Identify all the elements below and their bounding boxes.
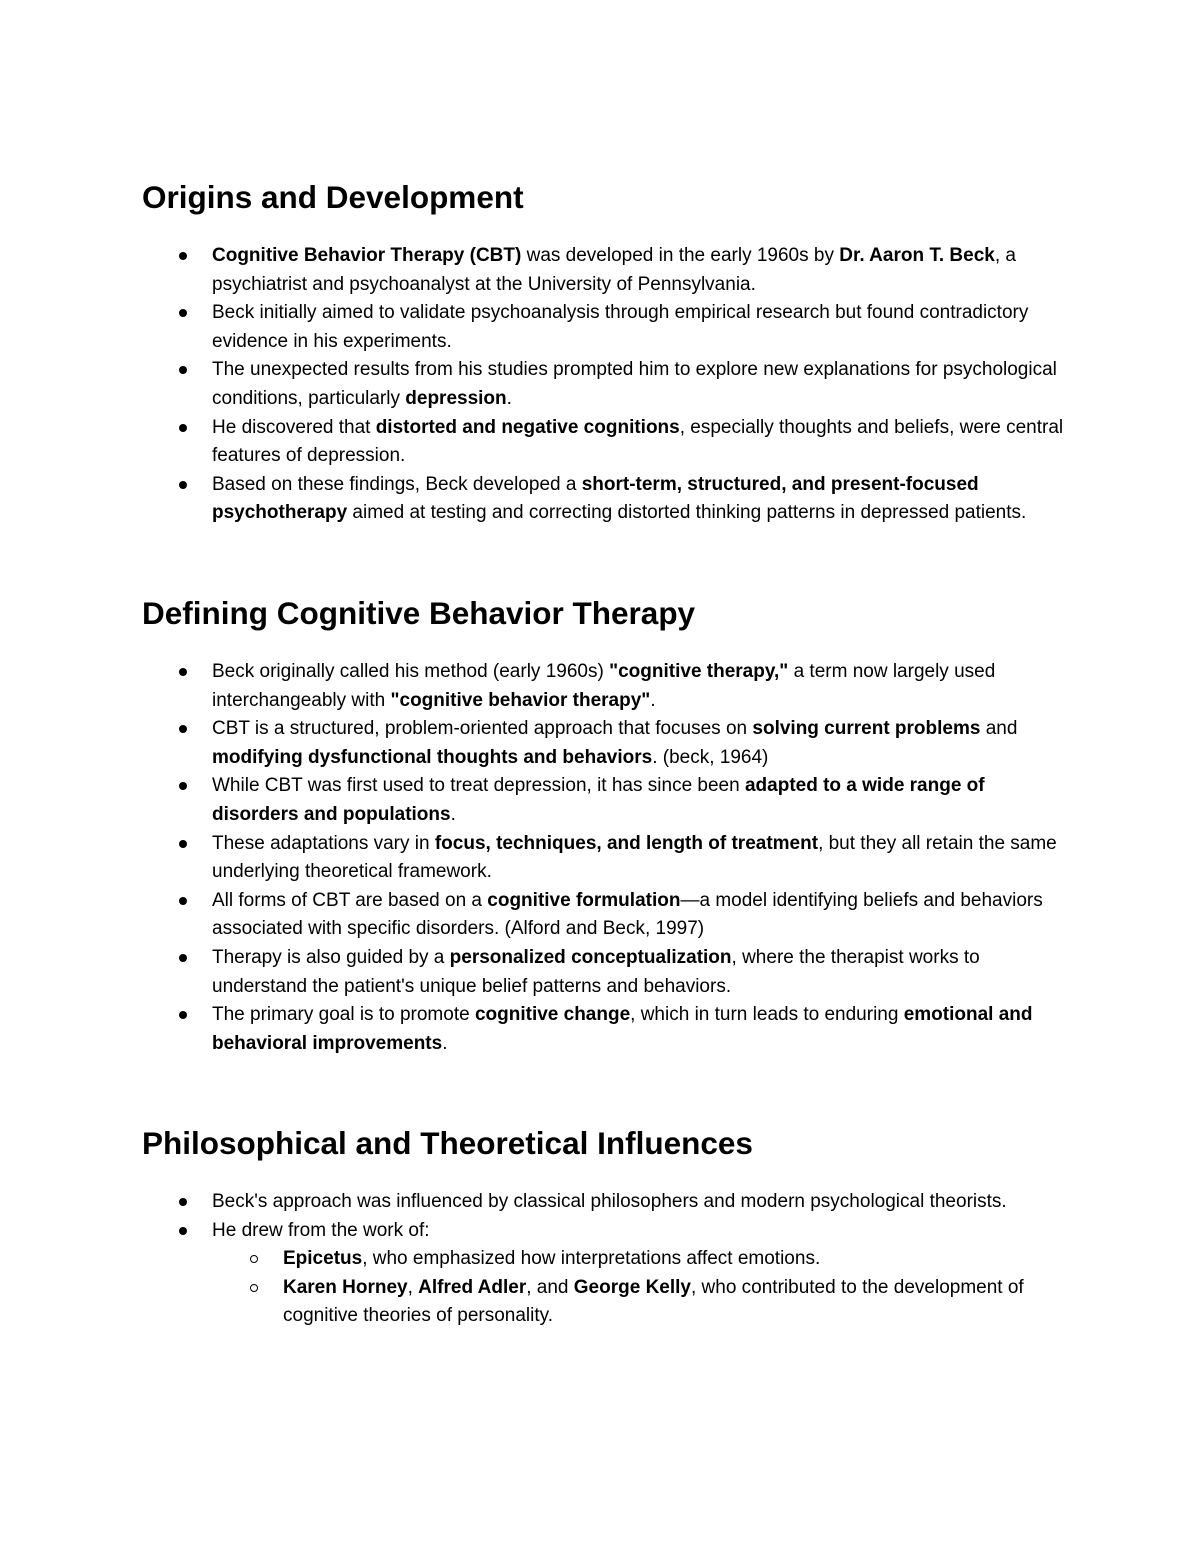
body-text: , where the therapist works to understand the patient's unique belief patterns and behaviors. [212, 946, 980, 997]
body-text: CBT is a structured, problem-oriented approach that focuses on [212, 718, 753, 740]
body-text: , a psychiatrist and psychoanalyst at the University of Pennsylvania. [212, 245, 1016, 295]
body-text: , and [526, 1276, 574, 1298]
list-item [142, 1217, 1072, 1246]
list-item [142, 1001, 1072, 1058]
bullet-dot-icon [179, 1227, 187, 1235]
body-text: was developed in the early 1960s by [521, 245, 840, 266]
bold-text: "cognitive therapy," [609, 661, 789, 682]
bold-text: modifying dysfunctional thoughts and behaviors [212, 746, 653, 768]
bullet-circle-icon [250, 1284, 258, 1292]
body-text: These adaptations vary in [212, 832, 435, 854]
bullet-dot-icon [179, 1198, 187, 1206]
body-text: He discovered that [212, 416, 376, 438]
bullet-dot-icon [179, 309, 187, 317]
bold-text: cognitive formulation [487, 889, 681, 911]
body-text: , which in turn leads to enduring [630, 1004, 904, 1026]
section-origins [142, 178, 1072, 528]
bullet-dot-icon [179, 840, 187, 848]
body-text: , especially thoughts and beliefs, were central features of depression. [212, 416, 1064, 467]
body-text: He drew from the work of: [212, 1219, 430, 1241]
sub-list-item [142, 1245, 1073, 1274]
section-influences [142, 1124, 1072, 1331]
bold-text: Alfred Adler [418, 1276, 527, 1298]
bold-text: emotional and behavioral improvements [212, 1004, 1033, 1054]
bullet-dot-icon [179, 725, 187, 733]
body-text: All forms of CBT are based on a [212, 889, 488, 911]
body-text: , who contributed to the development of cognitive theories of personality. [283, 1276, 1024, 1327]
body-text: . [506, 387, 512, 409]
sub-list-item [142, 1274, 1073, 1331]
body-text: The unexpected results from his studies prompted him to explore new explanations for psychological conditions, particularly [212, 359, 1057, 409]
list-item [142, 658, 1072, 715]
bold-text: adapted to a wide range of disorders and populations [212, 775, 985, 825]
body-text: —a model identifying beliefs and behaviors associated with specific disorders. (Alford and Beck, 1997) [212, 889, 1043, 940]
list-item [142, 715, 1072, 772]
list-item [142, 299, 1072, 356]
body-text: Therapy is also guided by a [212, 946, 450, 968]
section-defining-cbt [142, 594, 1072, 1058]
list-item [142, 944, 1072, 1001]
bullet-dot-icon [179, 954, 187, 962]
body-text: . [442, 1032, 448, 1054]
bold-text: depression [405, 387, 507, 409]
list-item [142, 471, 1072, 528]
list-item [142, 356, 1072, 413]
bullet-circle-icon [250, 1255, 258, 1263]
bold-text: "cognitive behavior therapy" [390, 689, 651, 711]
list-item [142, 887, 1072, 944]
body-text: Beck's approach was influenced by classical philosophers and modern psychological theorists. [212, 1191, 1007, 1212]
body-text: . [450, 803, 456, 825]
body-text: While CBT was first used to treat depression, it has since been [212, 775, 745, 797]
bullet-dot-icon [179, 481, 187, 489]
body-text: . (beck, 1964) [652, 746, 769, 768]
bold-text: personalized conceptualization [449, 946, 732, 968]
body-text: . [650, 689, 656, 711]
bullet-dot-icon [179, 897, 187, 905]
bold-text: distorted and negative cognitions [375, 416, 680, 438]
list-item [142, 242, 1072, 299]
body-text: The primary goal is to promote [212, 1004, 475, 1026]
body-text: a term now largely used interchangeably with [212, 661, 996, 711]
list-item [142, 830, 1072, 887]
bullet-list [142, 658, 1072, 1058]
body-text: Beck initially aimed to validate psychoanalysis through empirical research but found contradictory evidence in his experiments. [212, 302, 1029, 352]
body-text: , who emphasized how interpretations affect emotions. [362, 1248, 821, 1270]
body-text: aimed at testing and correcting distorted thinking patterns in depressed patients. [347, 502, 1027, 524]
bullet-dot-icon [179, 1011, 187, 1019]
bold-text: Cognitive Behavior Therapy (CBT) [212, 245, 522, 266]
list-item [142, 772, 1072, 829]
body-text: and [980, 718, 1018, 740]
bullet-list [142, 242, 1072, 528]
bold-text: Epicetus [283, 1248, 363, 1270]
bullet-dot-icon [179, 366, 187, 374]
body-text: Beck originally called his method (early 1960s) [212, 661, 610, 682]
bullet-dot-icon [179, 782, 187, 790]
section-heading: Defining Cognitive Behavior Therapy [142, 595, 696, 631]
body-text: , but they all retain the same underlying theoretical framework. [212, 832, 1057, 883]
bullet-list [142, 1188, 1072, 1245]
sub-bullet-list [142, 1245, 1072, 1331]
section-heading: Philosophical and Theoretical Influences [142, 1125, 753, 1161]
bold-text: Karen Horney [283, 1276, 408, 1298]
list-item [142, 1188, 1072, 1217]
section-heading: Origins and Development [142, 179, 524, 215]
bullet-dot-icon [179, 668, 187, 676]
bold-text: solving current problems [752, 718, 981, 740]
bold-text: focus, techniques, and length of treatment [434, 832, 819, 854]
bold-text: Dr. Aaron T. Beck [839, 245, 995, 266]
bold-text: cognitive change [474, 1004, 631, 1026]
body-text: , [407, 1276, 419, 1298]
bold-text: short-term, structured, and present-focused psychotherapy [212, 473, 979, 524]
list-item [142, 414, 1072, 471]
body-text: Based on these findings, Beck developed a [212, 473, 582, 495]
bullet-dot-icon [179, 424, 187, 432]
bold-text: George Kelly [573, 1276, 691, 1298]
bullet-dot-icon [179, 252, 187, 260]
